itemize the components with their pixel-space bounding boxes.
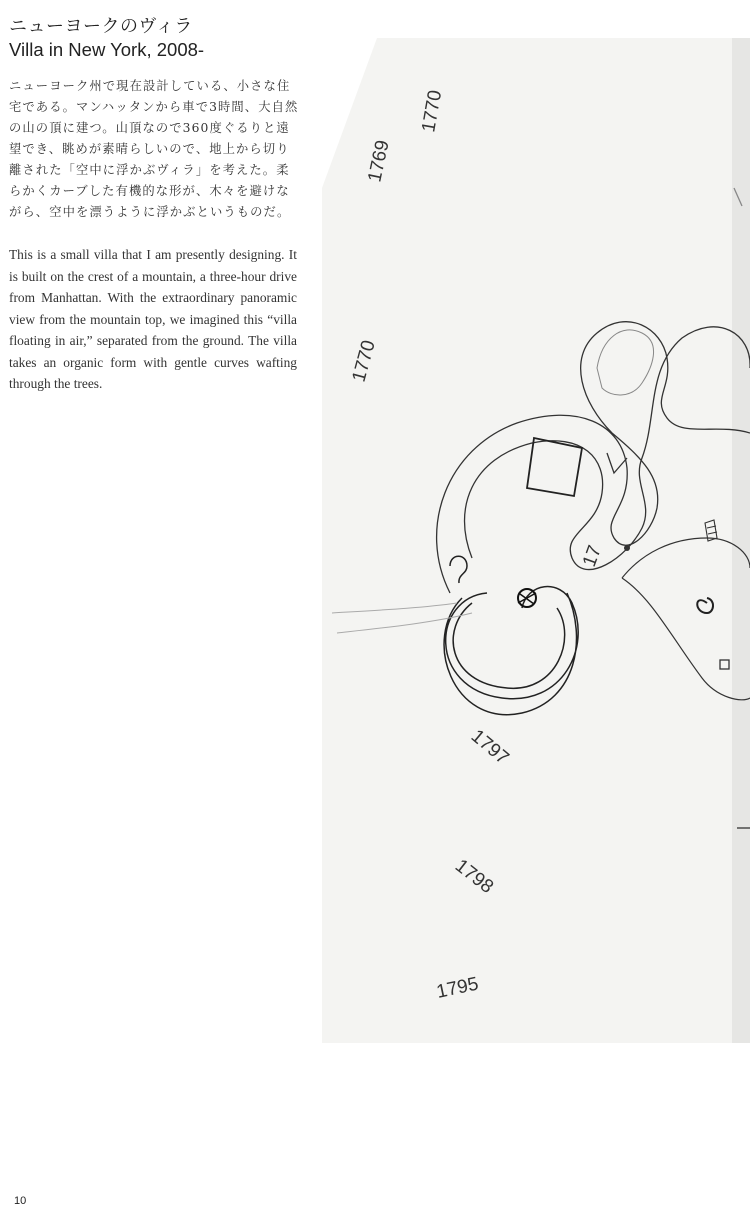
dot-mark — [624, 545, 630, 551]
contour-label-1795: 1795 — [434, 973, 481, 1003]
description-english: This is a small villa that I am presently designing. It is built on the crest of a mountain, a three-hour drive from Manhattan. With the extraordinary panoramic view from the mountain top, we imagined this “villa floating in air,” separated from the ground. The villa takes an organic form with gentle curves wafting through the trees. — [9, 247, 297, 391]
page-title-english: Villa in New York, 2008- — [9, 39, 205, 60]
description-japanese: ニューヨーク州で現在設計している、小さな住宅である。マンハッタンから車で3時間、大自然の山の頂に建つ。山頂なので360度ぐるりと遠望でき、眺めが素晴らしいので、地上から切り離された「空中に浮かぶヴィラ」を考えた。柔らかくカーブした有機的な形が、木々を避けながら、空中を漂うように浮かぶというものだ。 — [9, 79, 299, 219]
contour-label-1770-middle: 1770 — [348, 338, 380, 385]
contour-label-17: 17 — [578, 542, 606, 570]
contour-label-1770-top: 1770 — [418, 88, 447, 134]
contour-label-1798: 1798 — [450, 855, 498, 898]
contour-label-1769: 1769 — [364, 138, 394, 185]
page-title-japanese: ニューヨークのヴィラ — [9, 16, 193, 37]
villa-site-sketch — [322, 38, 750, 1043]
page-number: 10 — [14, 1195, 27, 1207]
contour-label-1797: 1797 — [466, 725, 513, 770]
